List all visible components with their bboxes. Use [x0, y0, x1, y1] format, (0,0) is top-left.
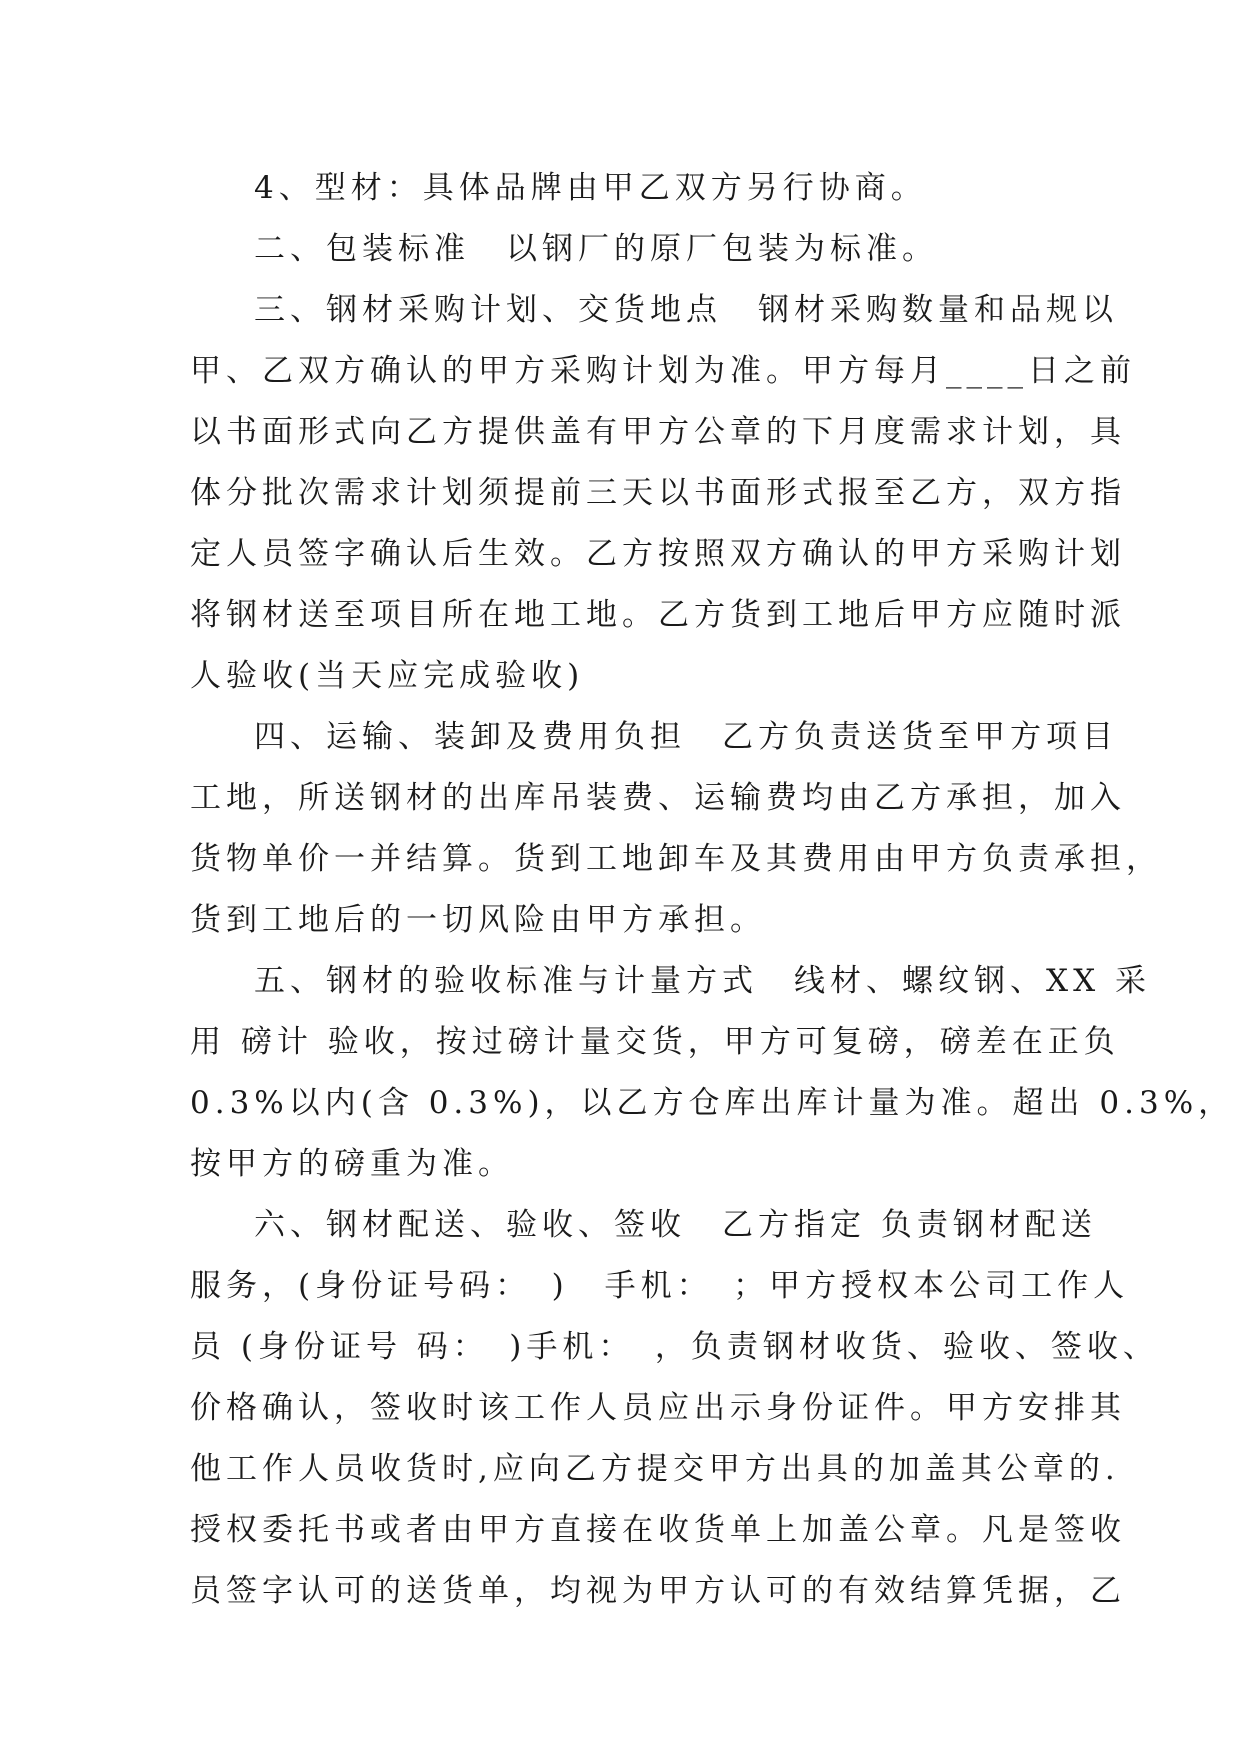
paragraph-line: 甲、乙双方确认的甲方采购计划为准。甲方每月____日之前 [190, 353, 1136, 389]
paragraph-line: 他工作人员收货时,应向乙方提交甲方出具的加盖其公章的. [190, 1451, 1120, 1487]
clause-transport-heading: 四、运输、装卸及费用负担 乙方负责送货至甲方项目 [254, 719, 1118, 755]
paragraph-line: 授权委托书或者由甲方直接在收货单上加盖公章。凡是签收 [190, 1512, 1126, 1548]
clause-purchase-plan-heading: 三、钢材采购计划、交货地点 钢材采购数量和品规以 [254, 292, 1118, 328]
paragraph-line: 以书面形式向乙方提供盖有甲方公章的下月度需求计划，具 [190, 414, 1126, 450]
paragraph-line: 工地，所送钢材的出库吊装费、运输费均由乙方承担，加入 [190, 780, 1126, 816]
paragraph-line: 价格确认，签收时该工作人员应出示身份证件。甲方安排其 [190, 1390, 1126, 1426]
clause-4-profiles: 4、型材：具体品牌由甲乙双方另行协商。 [254, 170, 927, 206]
paragraph-line: 用 磅计 验收，按过磅计量交货，甲方可复磅，磅差在正负 [190, 1024, 1120, 1060]
clause-delivery-heading: 六、钢材配送、验收、签收 乙方指定 负责钢材配送 [254, 1207, 1097, 1243]
paragraph-line: 员 (身份证号 码： )手机： ，负责钢材收货、验收、签收、 [190, 1329, 1159, 1365]
paragraph-line: 货物单价一并结算。货到工地卸车及其费用由甲方负责承担， [190, 841, 1162, 877]
paragraph-line: 货到工地后的一切风险由甲方承担。 [190, 902, 766, 938]
paragraph-line: 按甲方的磅重为准。 [190, 1146, 514, 1182]
paragraph-line: 人验收(当天应完成验收) [190, 658, 585, 694]
document-body [190, 158, 1235, 1622]
paragraph-line: 服务，(身份证号码： ) 手机： ；甲方授权本公司工作人 [190, 1268, 1130, 1304]
clause-acceptance-heading: 五、钢材的验收标准与计量方式 线材、螺纹钢、XX 采 [254, 963, 1151, 999]
paragraph-line: 员签字认可的送货单，均视为甲方认可的有效结算凭据，乙 [190, 1573, 1126, 1609]
paragraph-line: 体分批次需求计划须提前三天以书面形式报至乙方，双方指 [190, 475, 1126, 511]
paragraph-line: 将钢材送至项目所在地工地。乙方货到工地后甲方应随时派 [190, 597, 1126, 633]
paragraph-line: 0.3%以内(含 0.3%)，以乙方仓库出库计量为准。超出 0.3%， [190, 1085, 1235, 1121]
clause-packaging-standard: 二、包装标准 以钢厂的原厂包装为标准。 [254, 231, 938, 267]
paragraph-line: 定人员签字确认后生效。乙方按照双方确认的甲方采购计划 [190, 536, 1126, 572]
